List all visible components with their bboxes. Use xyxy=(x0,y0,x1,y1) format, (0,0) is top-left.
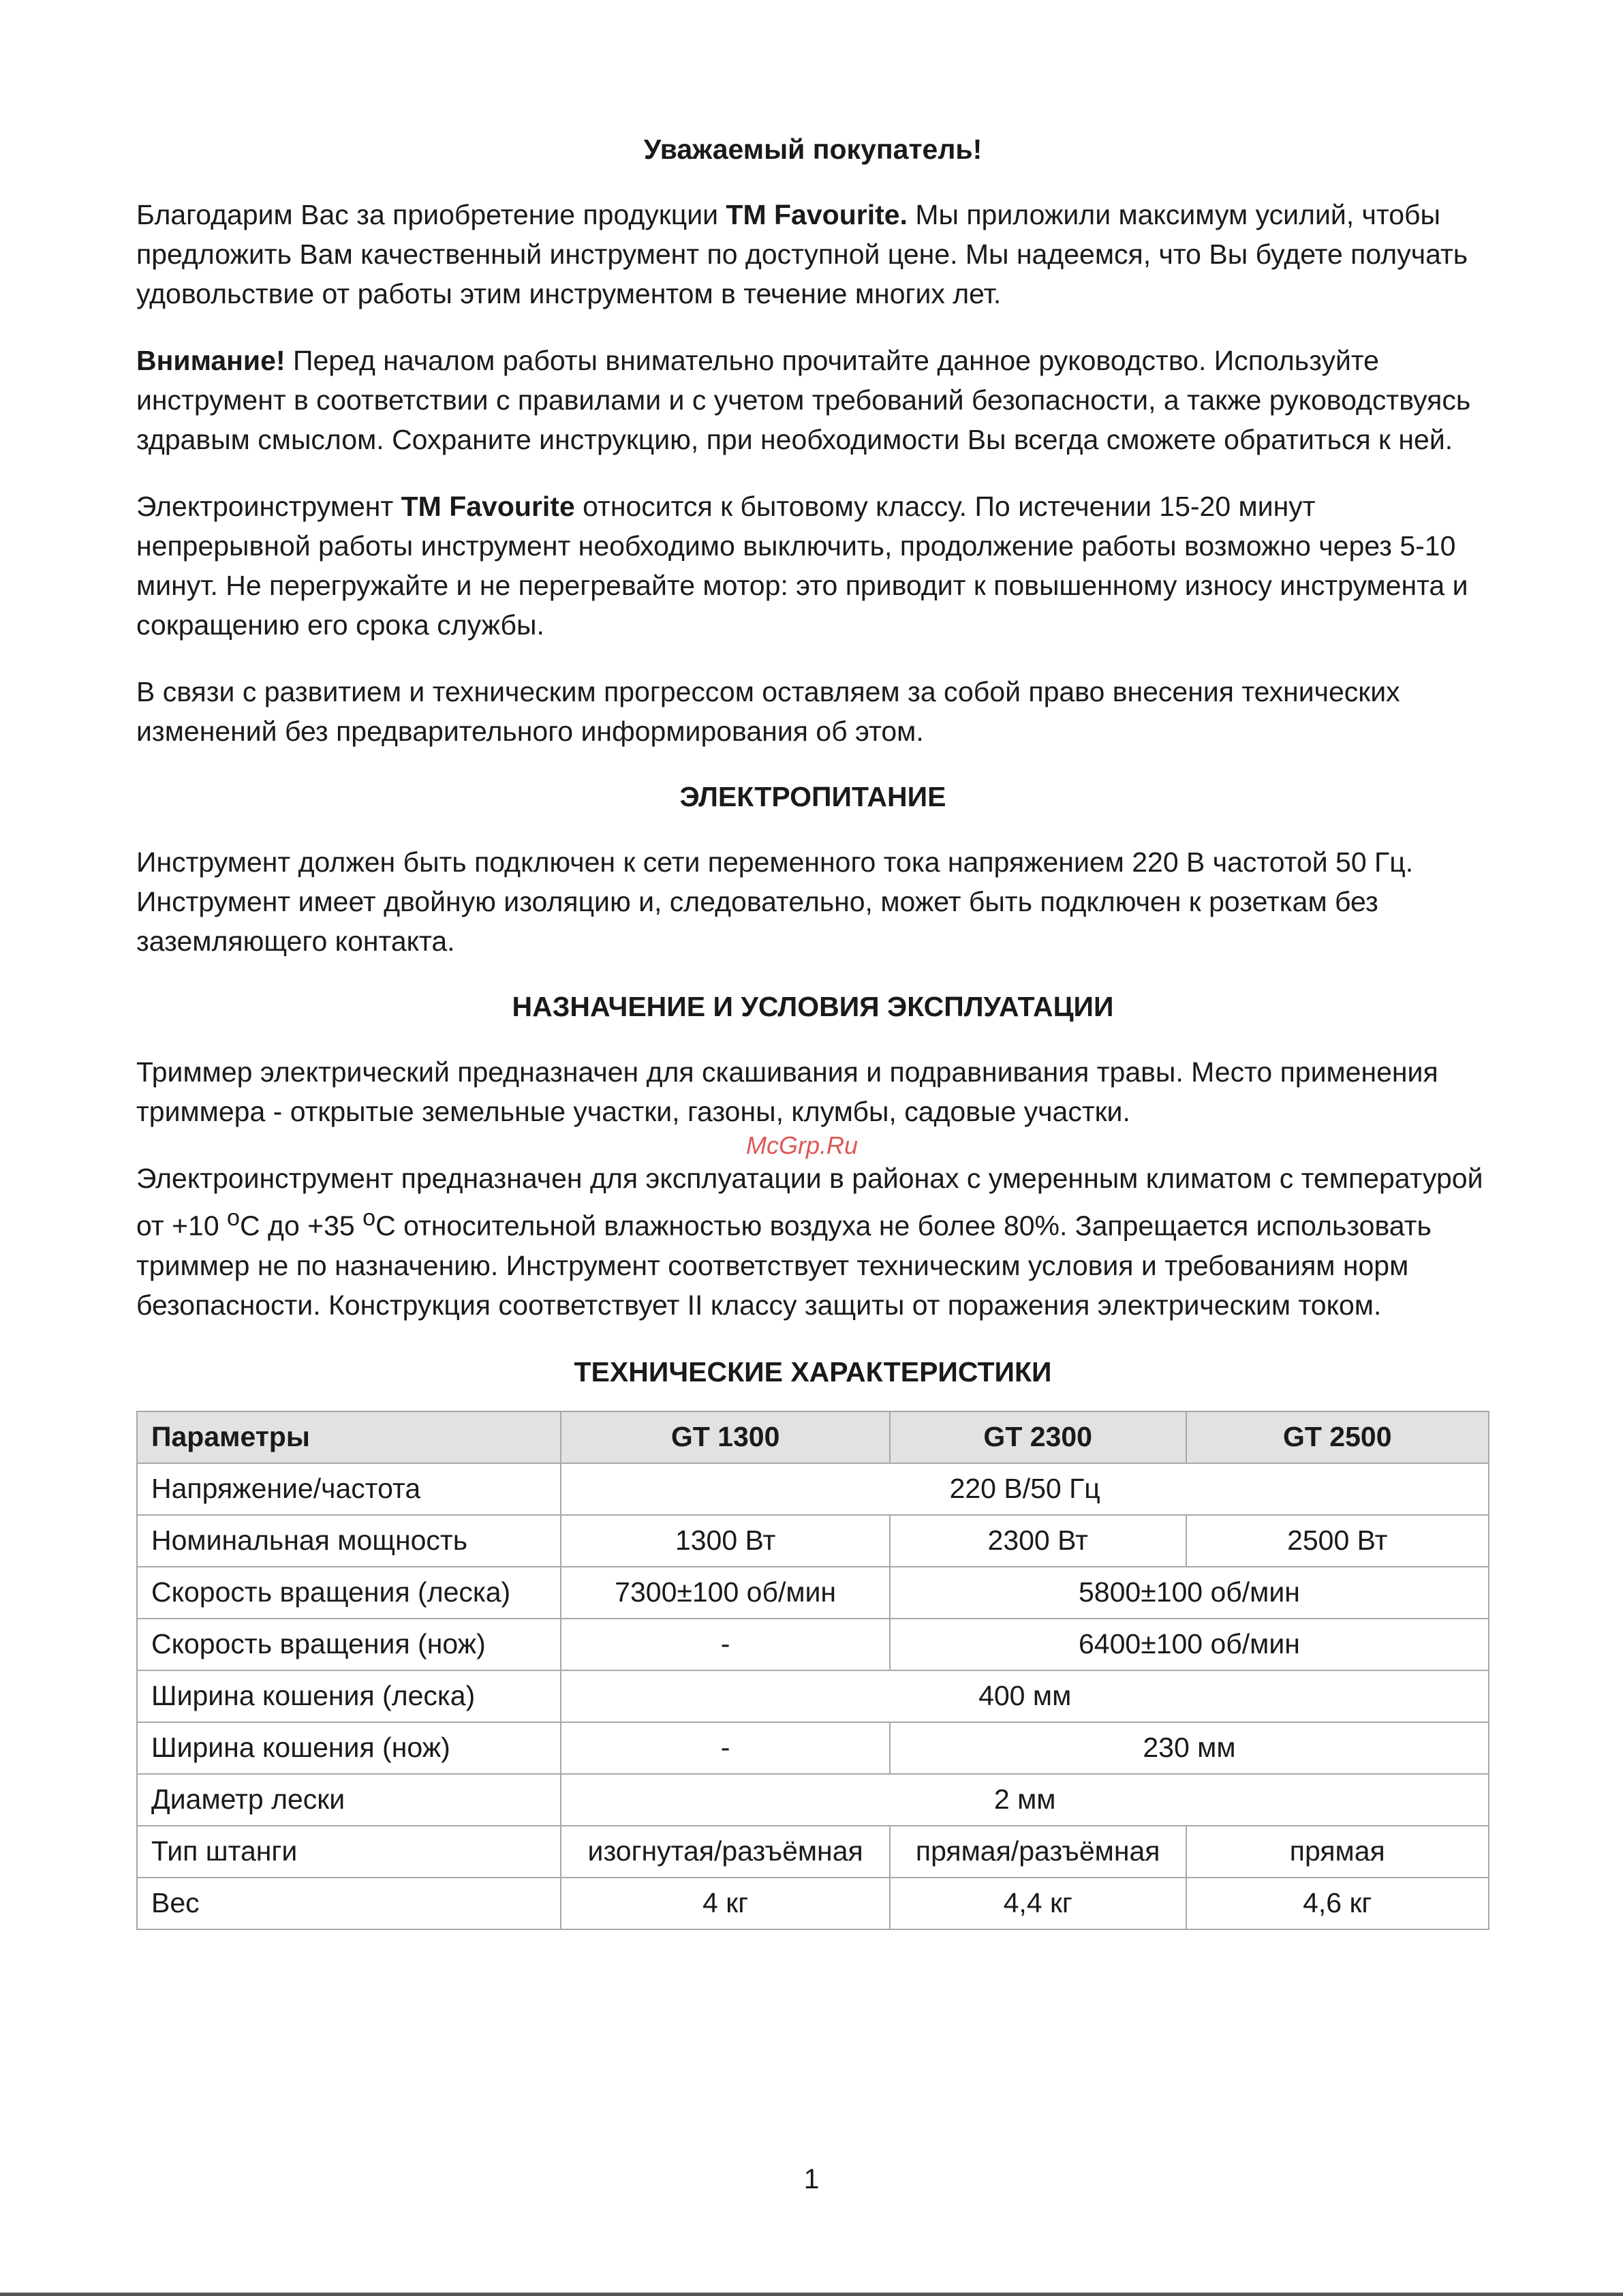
brand-name: TM Favourite. xyxy=(726,199,908,230)
table-row xyxy=(137,1722,1489,1774)
specs-table xyxy=(136,1411,1489,1930)
row-label: Тип штанги xyxy=(137,1826,561,1878)
table-row xyxy=(137,1515,1489,1567)
degree-symbol-2: o xyxy=(362,1205,376,1231)
row-value: прямая/разъёмная xyxy=(890,1826,1186,1878)
specs-heading: ТЕХНИЧЕСКИЕ ХАРАКТЕРИСТИКИ xyxy=(574,1356,1052,1388)
row-value: 6400±100 об/мин xyxy=(890,1619,1489,1670)
class-info-paragraph xyxy=(136,487,1489,645)
power-heading: ЭЛЕКТРОПИТАНИЕ xyxy=(679,781,946,812)
row-label: Вес xyxy=(137,1878,561,1929)
warning-label: Внимание! xyxy=(136,345,285,376)
class-info-pre: Электроинструмент xyxy=(136,491,401,522)
row-value: 4,4 кг xyxy=(890,1878,1186,1929)
row-value: прямая xyxy=(1186,1826,1489,1878)
climate-text-b: C до +35 xyxy=(240,1210,363,1242)
purpose-paragraph: Триммер электрический предназначен для скашивания и подравнивания травы. Место применения триммера - открытые земельные участки, газоны, клумбы, садовые участки. xyxy=(136,1056,1438,1127)
changes-paragraph: В связи с развитием и техническим прогрессом оставляем за собой право внесения технических изменений без предварительного информирования об этом. xyxy=(136,676,1400,747)
row-label: Диаметр лески xyxy=(137,1774,561,1826)
table-row xyxy=(137,1567,1489,1619)
page-bottom-divider xyxy=(0,2293,1623,2296)
table-row xyxy=(137,1774,1489,1826)
row-label: Напряжение/частота xyxy=(137,1463,561,1515)
row-value: 2 мм xyxy=(561,1774,1489,1826)
thanks-text-pre: Благодарим Вас за приобретение продукции xyxy=(136,199,726,230)
row-value: 5800±100 об/мин xyxy=(890,1567,1489,1619)
table-row xyxy=(137,1463,1489,1515)
row-value: 7300±100 об/мин xyxy=(561,1567,890,1619)
table-row xyxy=(137,1826,1489,1878)
row-label: Ширина кошения (нож) xyxy=(137,1722,561,1774)
row-value: 2500 Вт xyxy=(1186,1515,1489,1567)
climate-text-a: Электроинструмент предназначен для эксплуатации в районах с умеренным климатом с температурой от +10 xyxy=(136,1163,1483,1242)
header-params: Параметры xyxy=(137,1411,561,1463)
row-label: Ширина кошения (леска) xyxy=(137,1670,561,1722)
row-value: 230 мм xyxy=(890,1722,1489,1774)
row-value: 1300 Вт xyxy=(561,1515,890,1567)
manual-page xyxy=(136,129,1489,1930)
row-value: 400 мм xyxy=(561,1670,1489,1722)
climate-text-c: C относительной влажностью воздуха не более 80%. Запрещается использовать триммер не по назначению. Инструмент соответствует техническим условия и требованиям норм безопасности. Конструкция соответствует II классу защиты от поражения электрическим током. xyxy=(136,1210,1432,1321)
row-value: изогнутая/разъёмная xyxy=(561,1826,890,1878)
warning-paragraph xyxy=(136,341,1489,459)
row-value: 2300 Вт xyxy=(890,1515,1186,1567)
purpose-heading: НАЗНАЧЕНИЕ И УСЛОВИЯ ЭКСПЛУАТАЦИИ xyxy=(512,991,1114,1022)
table-row xyxy=(137,1619,1489,1670)
degree-symbol: o xyxy=(227,1205,241,1231)
table-row xyxy=(137,1878,1489,1929)
thanks-paragraph xyxy=(136,195,1489,313)
page-number: 1 xyxy=(803,2163,820,2194)
row-value: - xyxy=(561,1722,890,1774)
table-row xyxy=(137,1670,1489,1722)
header-gt2500: GT 2500 xyxy=(1186,1411,1489,1463)
row-value: 220 В/50 Гц xyxy=(561,1463,1489,1515)
brand-name-2: TM Favourite xyxy=(401,491,575,522)
class-info-post: относится к бытовому классу. По истечении 15-20 минут непрерывной работы инструмент необходимо выключить, продолжение работы возможно через 5-10 минут. Не перегружайте и не перегревайте мотор: это приводит к повышенному износу инструмента и сокращению его срока службы. xyxy=(136,491,1468,641)
table-header-row xyxy=(137,1411,1489,1463)
row-label: Номинальная мощность xyxy=(137,1515,561,1567)
watermark-text: McGrp.Ru xyxy=(746,1131,859,1159)
row-value: 4 кг xyxy=(561,1878,890,1929)
climate-paragraph xyxy=(136,1159,1489,1325)
power-paragraph: Инструмент должен быть подключен к сети переменного тока напряжением 220 В частотой 50 Гц. Инструмент имеет двойную изоляцию и, следовательно, может быть подключен к розеткам без заземляющего контакта. xyxy=(136,846,1414,957)
header-gt1300: GT 1300 xyxy=(561,1411,890,1463)
greeting-heading: Уважаемый покупатель! xyxy=(643,134,983,165)
row-label: Скорость вращения (нож) xyxy=(137,1619,561,1670)
warning-text: Перед началом работы внимательно прочитайте данное руководство. Используйте инструмент в соответствии с правилами и с учетом требований безопасности, а также руководствуясь здравым смыслом. Сохраните инструкцию, при необходимости Вы всегда сможете обратиться к ней. xyxy=(136,345,1471,455)
row-value: 4,6 кг xyxy=(1186,1878,1489,1929)
header-gt2300: GT 2300 xyxy=(890,1411,1186,1463)
row-value: - xyxy=(561,1619,890,1670)
thanks-text-post: Мы приложили максимум усилий, чтобы предложить Вам качественный инструмент по доступной цене. Мы надеемся, что Вы будете получать удовольствие от работы этим инструментом в течение многих лет. xyxy=(136,199,1468,309)
row-label: Скорость вращения (леска) xyxy=(137,1567,561,1619)
